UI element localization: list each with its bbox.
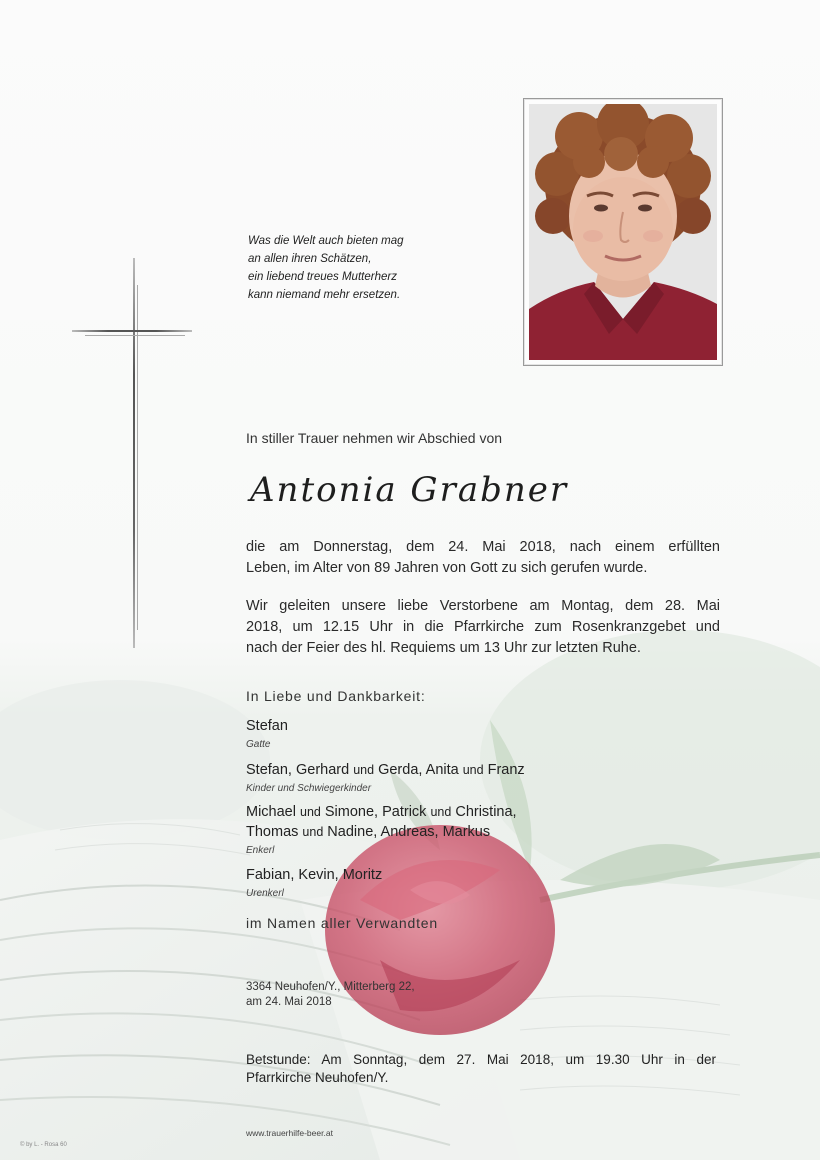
mourners-heading: In Liebe und Dankbarkeit: <box>246 688 426 704</box>
website-link[interactable]: www.trauerhilfe-beer.at <box>246 1128 333 1138</box>
family-names: Gerda, Anita <box>374 762 463 778</box>
intro-text: In stiller Trauer nehmen wir Abschied von <box>246 430 503 446</box>
family-names: Michael <box>246 804 300 820</box>
conjunction-text: und <box>353 763 375 777</box>
memorial-verse <box>248 232 404 304</box>
family-line <box>246 824 490 840</box>
family-names: Thomas <box>246 824 303 840</box>
address-block <box>246 980 415 1010</box>
family-names: Simone, Patrick <box>320 804 431 820</box>
family-line <box>246 867 382 883</box>
family-relation: Gatte <box>246 739 271 750</box>
verse-line: Was die Welt auch bieten mag <box>248 235 404 247</box>
family-names: Stefan <box>246 718 288 734</box>
conjunction-text: und <box>300 805 321 819</box>
cross-horizontal-bar <box>72 330 192 332</box>
paragraph-line: die am Donnerstag, dem 24. Mai 2018, nach einem erfüllten <box>246 539 720 555</box>
portrait-photo <box>529 104 717 360</box>
family-names: Franz <box>483 762 525 778</box>
cross-vertical-bar <box>133 258 135 648</box>
prayer-hour-notice <box>246 1051 716 1087</box>
paragraph-line: Wir geleiten unsere liebe Verstorbene am Montag, dem 28. Mai <box>246 598 720 614</box>
prayer-hour-line: Pfarrkirche Neuhofen/Y. <box>246 1070 389 1085</box>
cross-horizontal-shadow <box>85 335 185 336</box>
funeral-paragraph <box>246 596 720 659</box>
verse-line: ein liebend treues Mutterherz <box>248 271 397 283</box>
family-line <box>246 804 517 820</box>
paragraph-line: 2018, um 12.15 Uhr in die Pfarrkirche zum Rosenkranzgebet und <box>246 619 720 635</box>
family-line <box>246 718 288 734</box>
family-line <box>246 762 525 778</box>
image-credit: © by L. - Rosa 60 <box>20 1142 67 1148</box>
paragraph-line: nach der Feier des hl. Requiems um 13 Uhr zur letzten Ruhe. <box>246 640 641 656</box>
death-notice-paragraph <box>246 537 720 579</box>
conjunction-text: und <box>462 763 484 777</box>
verse-line: kann niemand mehr ersetzen. <box>248 289 401 301</box>
family-relation: Urenkerl <box>246 888 284 899</box>
prayer-hour-line: Betstunde: Am Sonntag, dem 27. Mai 2018, um 19.30 Uhr in der <box>246 1052 716 1067</box>
address-date: am 24. Mai 2018 <box>246 996 332 1008</box>
family-names: Nadine, Andreas, Markus <box>323 824 491 840</box>
deceased-name: Antonia Grabner <box>250 470 569 510</box>
family-names: Christina, <box>451 804 517 820</box>
conjunction-text: und <box>430 805 452 819</box>
conjunction-text: und <box>302 825 324 839</box>
verse-line: an allen ihren Schätzen, <box>248 253 372 265</box>
family-relation: Kinder und Schwiegerkinder <box>246 783 372 794</box>
closing-line: im Namen aller Verwandten <box>246 915 438 931</box>
family-relation: Enkerl <box>246 845 275 856</box>
paragraph-line: Leben, im Alter von 89 Jahren von Gott zu sich gerufen wurde. <box>246 560 648 576</box>
family-names: Stefan, Gerhard <box>246 762 354 778</box>
cross-vertical-shadow <box>137 285 138 630</box>
portrait-illustration <box>529 104 717 360</box>
address-line: 3364 Neuhofen/Y., Mitterberg 22, <box>246 981 415 993</box>
family-names: Fabian, Kevin, Moritz <box>246 867 383 883</box>
